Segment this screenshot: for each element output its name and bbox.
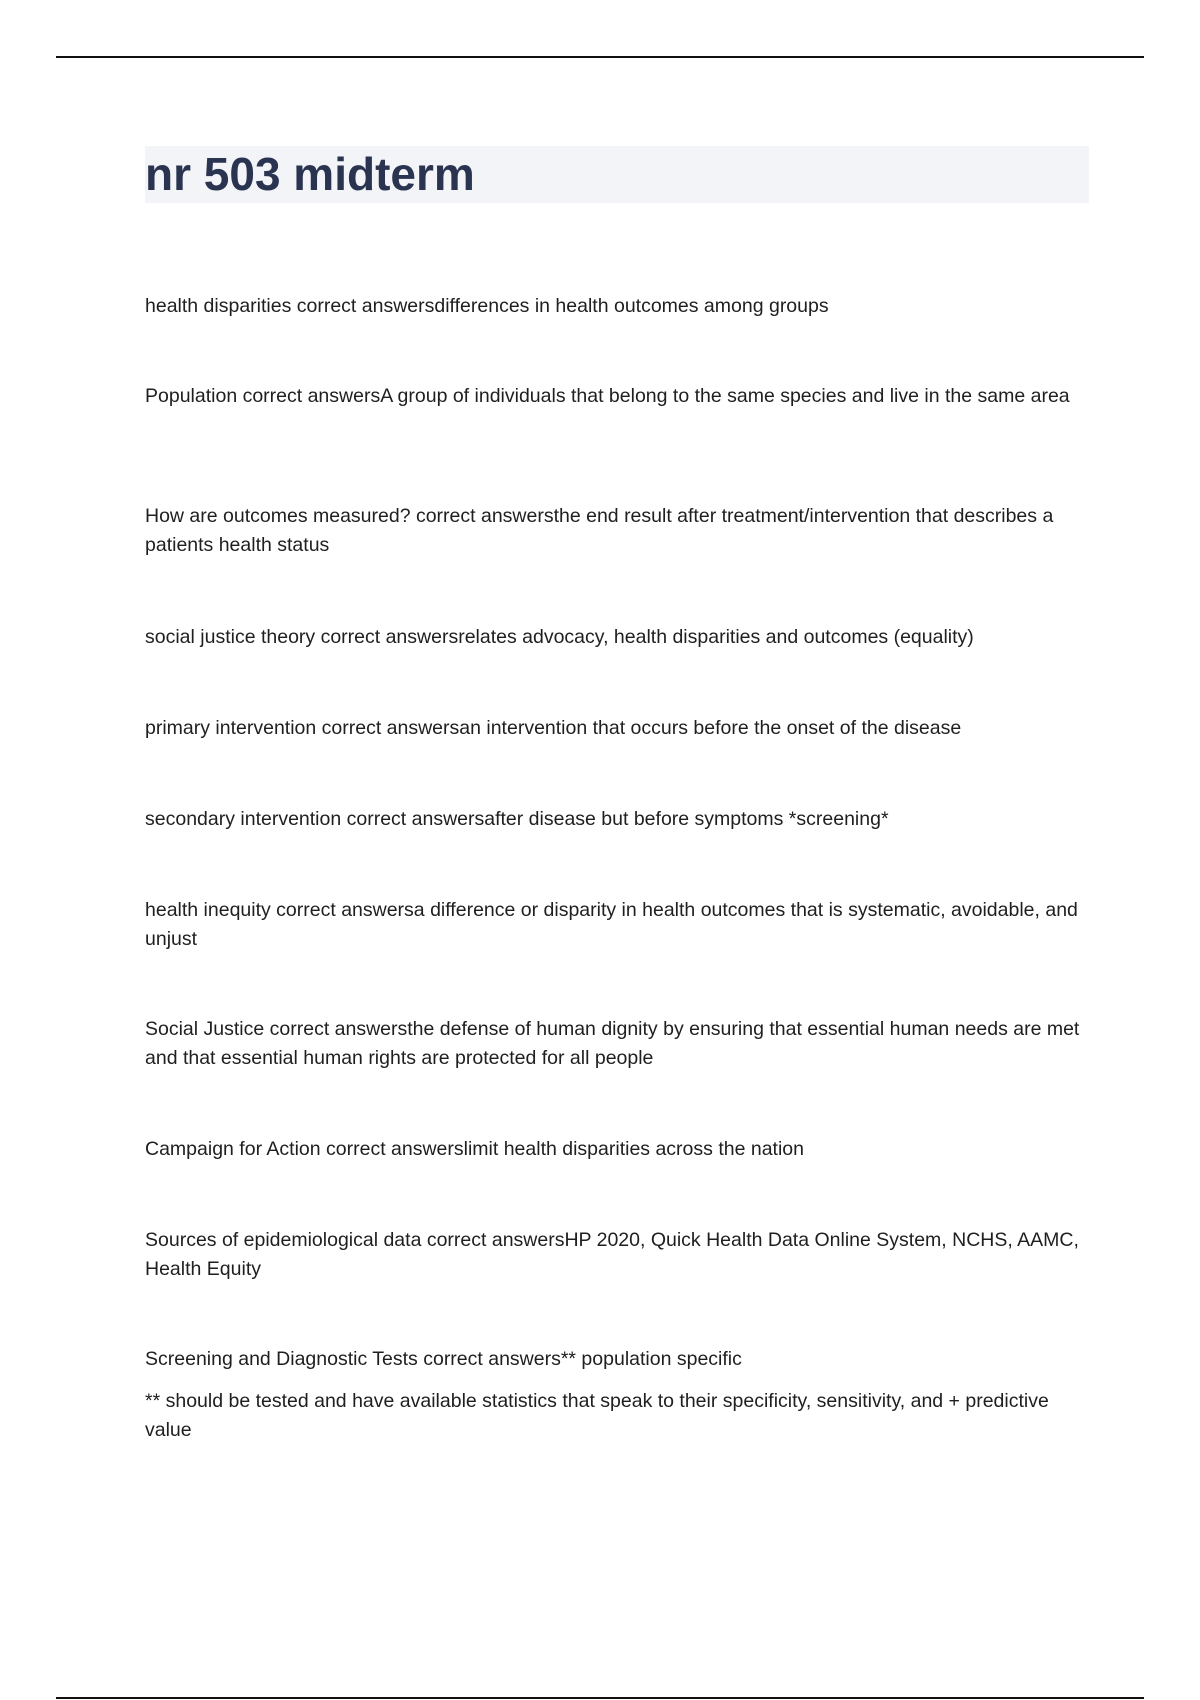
flashcard-entry — [145, 714, 1095, 743]
document-title: nr 503 midterm — [145, 148, 475, 200]
flashcard-entry — [145, 1226, 1095, 1284]
flashcard-entry — [145, 805, 1095, 834]
entry-text: How are outcomes measured? correct answersthe end result after treatment/intervention that describes a patients health status — [145, 505, 1054, 556]
flashcard-entry — [145, 292, 1095, 321]
entry-text: primary intervention correct answersan intervention that occurs before the onset of the disease — [145, 717, 962, 739]
flashcard-entry — [145, 502, 1095, 560]
entry-text: Social Justice correct answersthe defense of human dignity by ensuring that essential human needs are met and that essential human rights are protected for all people — [145, 1018, 1080, 1069]
flashcard-entry — [145, 382, 1095, 411]
entry-text: Campaign for Action correct answerslimit health disparities across the nation — [145, 1138, 804, 1160]
flashcard-entry — [145, 623, 1095, 652]
entry-text: Screening and Diagnostic Tests correct answers** population specific — [145, 1348, 742, 1370]
entry-text: Sources of epidemiological data correct answersHP 2020, Quick Health Data Online System, NCHS, AAMC, Health Equity — [145, 1229, 1079, 1280]
entry-text: social justice theory correct answersrelates advocacy, health disparities and outcomes (equality) — [145, 626, 974, 648]
flashcard-entry — [145, 896, 1095, 954]
entry-text: health inequity correct answersa difference or disparity in health outcomes that is systematic, avoidable, and unjust — [145, 899, 1078, 950]
flashcard-entry — [145, 1135, 1095, 1164]
entry-text: Population correct answersA group of individuals that belong to the same species and live in the same area — [145, 385, 1070, 407]
entry-text: secondary intervention correct answersafter disease but before symptoms *screening* — [145, 808, 889, 830]
flashcard-entry — [145, 1015, 1095, 1073]
top-divider — [56, 56, 1144, 58]
entry-text: health disparities correct answersdifferences in health outcomes among groups — [145, 295, 829, 317]
flashcard-entry — [145, 1345, 1095, 1445]
bottom-divider — [56, 1697, 1144, 1699]
entry-continuation: ** should be tested and have available statistics that speak to their specificity, sensitivity, and + predictive value — [145, 1390, 1049, 1441]
